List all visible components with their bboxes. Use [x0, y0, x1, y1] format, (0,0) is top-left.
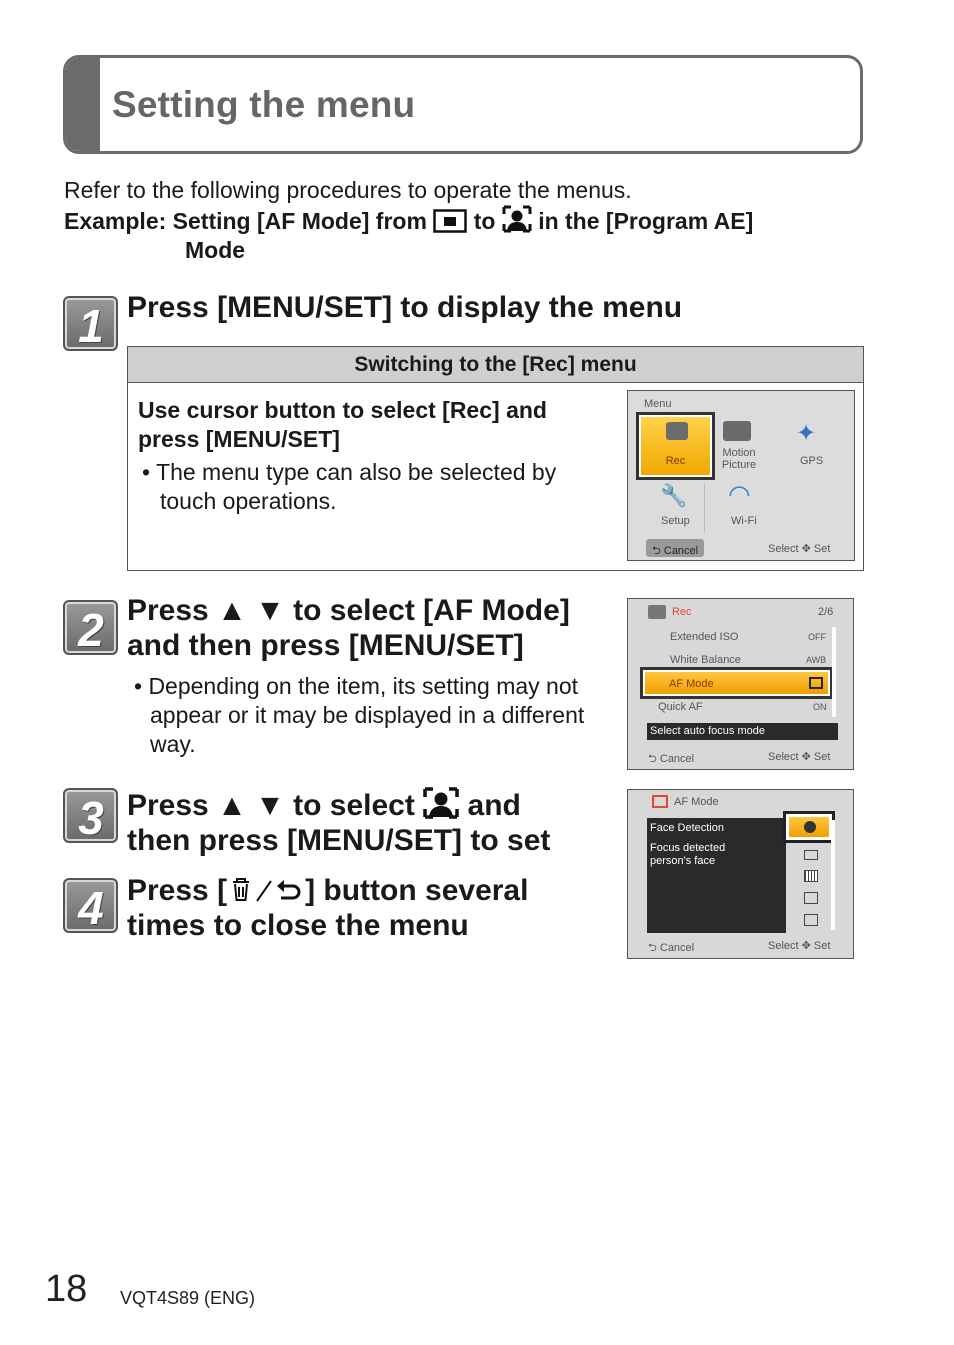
step-2-title-line1: Press ▲ ▼ to select [AF Mode]: [127, 594, 570, 627]
screen1-item-rec: Rec: [665, 455, 686, 467]
screen2-row-label: AF Mode: [669, 678, 714, 690]
rec-menu-note: • The menu type can also be selected by touch operations.: [142, 459, 557, 514]
single-point-af-icon: [809, 677, 823, 689]
single-point-af-icon: [804, 892, 818, 904]
example-text-a: Example: Setting [AF Mode] from: [64, 208, 427, 234]
screen1-item-wifi: Wi-Fi: [731, 515, 757, 527]
step-2-title-line2: and then press [MENU/SET]: [127, 629, 524, 662]
gps-satellite-icon: ✦: [796, 420, 817, 447]
screen2-row-label: Extended ISO: [670, 631, 739, 643]
single-point-af-icon: [433, 209, 467, 233]
af-mode-row-highlight: [640, 667, 833, 699]
section-banner: [63, 55, 863, 154]
page-title: Setting the menu: [112, 84, 416, 125]
example-line-2: Mode: [185, 237, 246, 263]
screen2-page: 2/6: [818, 606, 834, 618]
screen3-desc-title: Face Detection: [650, 822, 724, 834]
wifi-icon: ◠: [728, 479, 751, 509]
step-1-badge: 1: [63, 296, 118, 351]
screen3-desc-body: Focus detected person's face: [650, 842, 726, 867]
intro-line: Refer to the following procedures to operate the menus.: [64, 177, 632, 203]
step-1-title: Press [MENU/SET] to display the menu: [127, 291, 683, 324]
screen2-row-value: ON: [813, 702, 827, 712]
step-3-title: [127, 787, 550, 858]
page-number: 18: [45, 1268, 88, 1310]
screen2-row-label: Quick AF: [658, 701, 703, 713]
rec-list-screen-image: [627, 598, 854, 770]
af-mode-screen-image: [627, 789, 854, 959]
rec-camera-icon: [648, 605, 666, 619]
face-option-highlight: [783, 811, 835, 843]
screen2-row-label: White Balance: [670, 654, 741, 666]
scrollbar: [831, 820, 835, 930]
example-text-to: to: [473, 208, 496, 234]
setup-wrench-icon: 🔧: [660, 483, 688, 508]
intro-text: [64, 176, 753, 265]
face-detection-icon: [804, 821, 816, 833]
af-mode-icon: [652, 795, 668, 808]
screen2-row-value: OFF: [808, 632, 826, 642]
step-4-badge: 4: [63, 878, 118, 933]
description-panel: [647, 818, 786, 933]
step-4-title-line2: times to close the menu: [127, 909, 469, 942]
motion-picture-icon: [723, 421, 751, 441]
screen3-select-set: Select ✥ Set: [768, 940, 831, 952]
step-4-title-line1: Press [ ] button several: [127, 874, 529, 907]
document-code: VQT4S89 (ENG): [120, 1288, 256, 1308]
screen1-title: Menu: [644, 398, 672, 410]
screen1-item-setup: Setup: [661, 515, 690, 527]
menu-screen-image: [627, 390, 855, 561]
screen3-title: AF Mode: [674, 796, 719, 808]
step-2-title: [127, 593, 570, 663]
banner-accent-bar: [66, 58, 100, 151]
rec-menu-instruction: Use cursor button to select [Rec] and press [MENU/SET]: [138, 397, 547, 452]
pinpoint-af-icon: [804, 914, 818, 926]
screen1-item-motion: Motion Picture: [721, 447, 757, 471]
screen2-cancel: ⮌ Cancel: [648, 753, 695, 765]
camera-icon: [666, 422, 688, 440]
screen1-cancel: ⮌ Cancel: [652, 545, 699, 557]
tracking-af-icon: [804, 850, 818, 860]
step-3-badge: 3: [63, 788, 118, 843]
face-detection-icon: [423, 787, 459, 819]
example-text-b: in the [Program AE]: [538, 208, 754, 234]
screen2-row-value: AWB: [806, 655, 827, 665]
delete-return-button-icon: [227, 874, 305, 904]
screen2-hint: Select auto focus mode: [650, 725, 765, 737]
step-4-title: [127, 873, 528, 943]
step-2-note: • Depending on the item, its setting may not appear or it may be displayed in a different way.: [134, 673, 585, 757]
rec-tile-highlight: [636, 412, 715, 480]
screen1-select-set: Select ✥ Set: [768, 543, 831, 555]
rec-menu-box-header: Switching to the [Rec] menu: [128, 347, 863, 383]
step-3-title-line1: Press ▲ ▼ to select and: [127, 789, 521, 822]
screen1-item-gps: GPS: [800, 455, 824, 467]
screen3-cancel: ⮌ Cancel: [648, 942, 695, 954]
face-detection-icon: [502, 205, 532, 233]
step-3-title-line2: then press [MENU/SET] to set: [127, 824, 551, 857]
scrollbar: [832, 627, 836, 717]
step-2-badge: 2: [63, 600, 118, 655]
example-line: [64, 205, 753, 236]
screen2-select-set: Select ✥ Set: [768, 751, 831, 763]
multi-area-af-icon: [804, 870, 818, 882]
screen2-title: Rec: [672, 606, 692, 618]
